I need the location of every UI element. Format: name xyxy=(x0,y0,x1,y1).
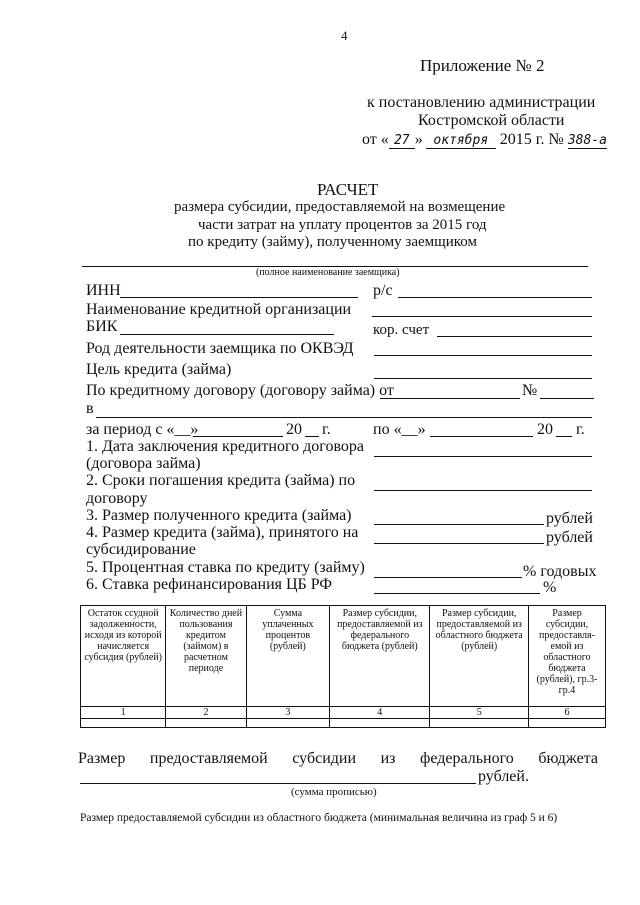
federal-subsidy-line xyxy=(78,750,598,768)
doc-title: РАСЧЕТ xyxy=(317,180,379,199)
period-from-label: за период с «__» xyxy=(86,421,199,438)
okved-field[interactable] xyxy=(374,355,592,356)
item-4b: субсидирование xyxy=(86,541,196,558)
table-cell[interactable] xyxy=(81,719,166,728)
item-2b: договору xyxy=(86,490,148,507)
table-header-cell: Остаток ссудной задолженности, исходя из которой начисляется субсидия (рублей) xyxy=(81,606,166,707)
period-to-label: по «__» xyxy=(373,421,426,438)
table-cell[interactable] xyxy=(166,719,246,728)
item-3-unit: рублей xyxy=(546,510,593,527)
item-3: 3. Размер полученного кредита (займа) xyxy=(86,507,352,524)
table-number-cell: 4 xyxy=(330,707,430,719)
appendix-line-2: Костромской области xyxy=(418,112,565,129)
table-header-cell: Размер субсидии, предоставля-емой из областного бюджета (рублей), гр.3-гр.4 xyxy=(528,606,605,707)
item-4-field[interactable] xyxy=(374,543,544,544)
bik-label: БИК xyxy=(86,318,118,335)
table-number-row xyxy=(81,707,606,719)
period-to-month-field[interactable] xyxy=(430,436,533,437)
appendix-line-1: к постановлению администрации xyxy=(367,94,596,111)
doc-number: 388-а xyxy=(567,133,607,148)
contract-label: По кредитному договору (договору займа) от xyxy=(86,382,394,399)
page-number: 4 xyxy=(341,28,348,43)
okved-label: Род деятельности заемщика по ОКВЭД xyxy=(86,340,354,357)
table-header-cell: Размер субсидии, предоставляемой из федерального бюджета (рублей) xyxy=(330,606,430,707)
account-label: р/с xyxy=(373,282,393,299)
account-field[interactable] xyxy=(398,297,592,298)
table-number-cell: 2 xyxy=(166,707,246,719)
words-caption: (сумма прописью) xyxy=(291,786,377,798)
contract-number-field[interactable] xyxy=(540,398,594,399)
table-cell[interactable] xyxy=(528,719,605,728)
item-6-unit: % xyxy=(543,579,557,596)
table-cell[interactable] xyxy=(330,719,430,728)
table-row xyxy=(81,719,606,728)
date-mid: » xyxy=(414,131,423,148)
heading-line-2: части затрат на уплату процентов за 2015 год xyxy=(198,217,487,233)
appendix-title: Приложение № 2 xyxy=(420,56,545,75)
year-g-a: г. xyxy=(322,421,331,438)
table-header-cell: Размер субсидии, предоставляемой из областного бюджета (рублей) xyxy=(430,606,529,707)
date-month: октября xyxy=(426,133,496,149)
heading-line-1: размера субсидии, предоставляемой на возмещение xyxy=(174,199,506,215)
year-g-b: г. xyxy=(576,421,585,438)
item-5-unit: % годовых xyxy=(523,563,597,580)
federal-word: субсидии xyxy=(292,750,357,767)
purpose-label: Цель кредита (займа) xyxy=(86,361,232,378)
federal-word: предоставляемой xyxy=(149,750,268,767)
credit-org-field[interactable] xyxy=(372,316,592,317)
contract-date-field[interactable] xyxy=(380,398,520,399)
date-day: 27 xyxy=(389,133,415,149)
federal-amount-field[interactable] xyxy=(80,783,476,784)
heading-line-3: по кредиту (займу), полученному заемщиком xyxy=(188,234,477,250)
subsidy-table xyxy=(80,605,606,728)
item-6: 6. Ставка рефинансирования ЦБ РФ xyxy=(86,576,332,593)
table-header-row xyxy=(81,606,606,707)
inn-label: ИНН xyxy=(86,282,121,299)
in-prefix: в xyxy=(86,400,94,417)
table-cell[interactable] xyxy=(430,719,529,728)
item-2a: 2. Сроки погашения кредита (займа) по xyxy=(86,472,356,489)
federal-word: федерального xyxy=(420,750,514,767)
inn-field[interactable] xyxy=(120,297,358,298)
item-1a: 1. Дата заключения кредитного договора xyxy=(86,438,364,455)
number-sign: № xyxy=(522,382,538,399)
period-to-year-field[interactable] xyxy=(556,436,572,437)
date-year: 2015 г. № xyxy=(499,131,564,148)
table-number-cell: 6 xyxy=(528,707,605,719)
year-20-b: 20 xyxy=(537,421,553,438)
table-number-cell: 1 xyxy=(81,707,166,719)
item-4a: 4. Размер кредита (займа), принятого на xyxy=(86,524,359,541)
item-2-field[interactable] xyxy=(374,490,592,491)
table-header-cell: Сумма уплаченных процентов (рублей) xyxy=(246,606,330,707)
federal-word: Размер xyxy=(78,750,126,767)
item-5-field[interactable] xyxy=(374,577,522,578)
period-from-year-field[interactable] xyxy=(305,436,319,437)
table-number-cell: 5 xyxy=(430,707,529,719)
corr-account-label: кор. счет xyxy=(373,322,430,338)
item-1b: (договора займа) xyxy=(86,455,201,472)
appendix-date-line xyxy=(362,131,607,149)
period-from-month-field[interactable] xyxy=(193,436,283,437)
item-5: 5. Процентная ставка по кредиту (займу) xyxy=(86,559,365,576)
item-4-unit: рублей xyxy=(546,529,593,546)
year-20-a: 20 xyxy=(286,421,302,438)
table-header-cell: Количество дней пользования кредитом (займом) в расчетном периоде xyxy=(166,606,246,707)
credit-org-label: Наименование кредитной организации xyxy=(86,301,352,318)
table-cell[interactable] xyxy=(246,719,330,728)
corr-account-field[interactable] xyxy=(437,336,592,337)
item-3-field[interactable] xyxy=(374,524,544,525)
bank-field[interactable] xyxy=(96,417,592,418)
item-1-field[interactable] xyxy=(374,456,592,457)
bik-field[interactable] xyxy=(120,334,334,335)
item-6-field[interactable] xyxy=(374,593,540,594)
borrower-caption: (полное наименование заемщика) xyxy=(256,267,400,278)
federal-unit: рублей. xyxy=(478,768,529,785)
regional-subsidy-line: Размер предоставляемой субсидии из областного бюджета (минимальная величина из граф 5 и 6) xyxy=(80,812,558,824)
purpose-field[interactable] xyxy=(374,378,592,379)
date-prefix: от « xyxy=(362,131,389,148)
federal-word: из xyxy=(380,750,396,767)
federal-word: бюджета xyxy=(538,750,598,767)
table-number-cell: 3 xyxy=(246,707,330,719)
